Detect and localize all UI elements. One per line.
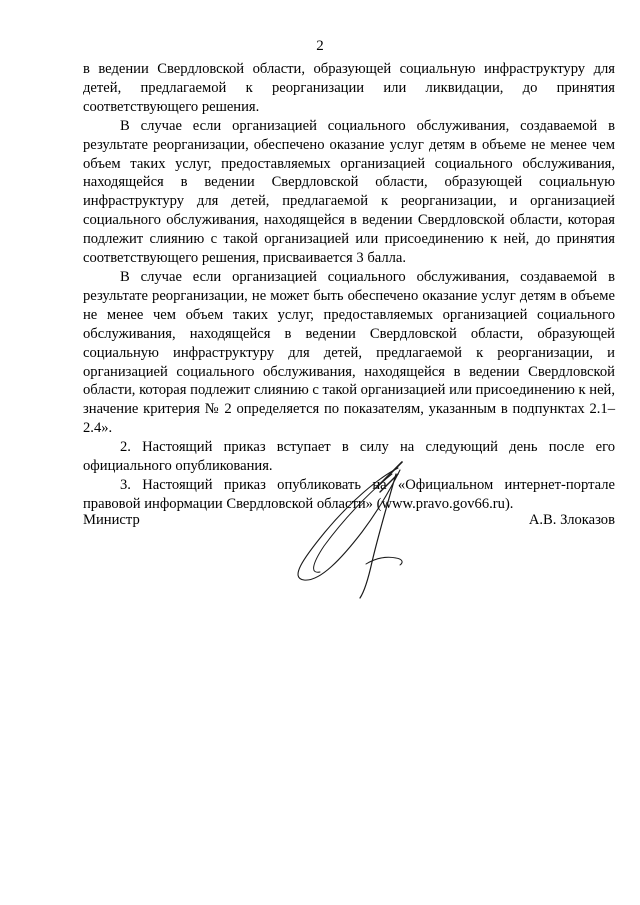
- signature-stroke-tail: [366, 557, 402, 565]
- signatory-name: А.В. Злоказов: [528, 512, 615, 528]
- paragraph-continuation: в ведении Свердловской области, образующей социальную инфраструктуру для детей, предлагаемой к реорганизации или ликвидации, до принятия соответствующего решения.: [83, 61, 615, 115]
- signature-block: [83, 511, 615, 531]
- signatory-title: Министр: [83, 512, 140, 528]
- document-body: [83, 60, 615, 514]
- page-number: 2: [316, 38, 324, 54]
- paragraph-effective-date: 2. Настоящий приказ вступает в силу на следующий день после его официального опубликования.: [83, 439, 615, 475]
- paragraph-criterion-three-points: В случае если организацией социального обслуживания, создаваемой в результате реорганизации, обеспечено оказание услуг детям в объеме не менее чем объем таких услуг, предоставляемых организацией социального обслуживания, находящейся в ведении Свердловской области, образующей социальную инфраструктуру для детей, предлагаемой к реорганизации, и организацией социального обслуживания, находящейся в ведении Свердловской области, которая подлежит слиянию с такой организацией или присоединению к ней, до принятия соответствующего решения, присваивается 3 балла.: [83, 117, 615, 267]
- paragraph-criterion-subitems: В случае если организацией социального обслуживания, создаваемой в результате реорганизации, не может быть обеспечено оказание услуг детям в объеме не менее чем объем таких услуг, предоставляемых организацией социального обслуживания, находящейся в ведении Свердловской области, образующей социальную инфраструктуру для детей, предлагаемой к реорганизации, и организацией социального обслуживания, находящейся в ведении Свердловской области, которая подлежит слиянию с такой организацией или присоединению к ней, значение критерия № 2 определяется по показателям, указанным в подпунктах 2.1–2.4».: [83, 268, 616, 437]
- paragraph-publication: 3. Настоящий приказ опубликовать на «Официальном интернет-портале правовой информации Свердловской области» (www.pravo.gov66.ru).: [83, 476, 615, 512]
